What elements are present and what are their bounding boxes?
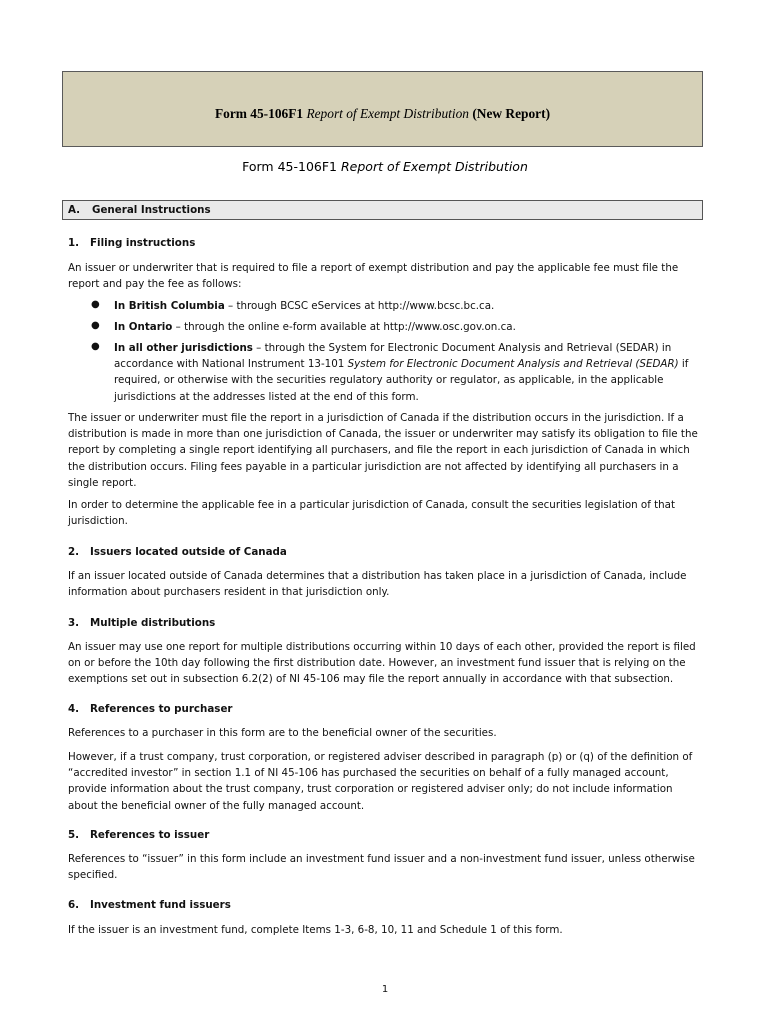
bullet-other-jurisdictions: In all other jurisdictions – through the System for Electronic Document Analysis and Retrieval (SEDAR) in accordance with National Instrument 13-101 System for Electronic Document Analysis and Retrieval (SEDAR) if required, or otherwise with the securities regulatory authority or regulator, as applicable, in the applicable jurisdictions at the addresses listed at the end of this form. <box>114 342 689 403</box>
heading-filing-instructions: 1. Filing instructions <box>68 237 196 249</box>
filing-intro-paragraph: An issuer or underwriter that is required to file a report of exempt distribution and pay the applicable fee must file the report and pay the fee as follows: <box>68 262 679 291</box>
section-label: General Instructions <box>92 204 211 216</box>
bullet-british-columbia: In British Columbia – through BCSC eServices at http://www.bcsc.bc.ca. <box>114 300 495 312</box>
banner-title: Form 45-106F1 Report of Exempt Distribution (New Report) <box>214 106 551 121</box>
heading-investment-fund-issuers: 6. Investment fund issuers <box>68 899 231 911</box>
heading-references-to-purchaser: 4. References to purchaser <box>68 703 233 715</box>
section-header-general-instructions <box>62 200 703 220</box>
heading-multiple-distributions: 3. Multiple distributions <box>68 617 216 629</box>
filing-jurisdiction-paragraph: The issuer or underwriter must file the report in a jurisdiction of Canada if the distribution occurs in the jurisdiction. If a distribution is made in more than one jurisdiction of Canada, the issuer or underwriter may satisfy its obligation to file the report by completing a single report identifying all purchasers, and file the report in each jurisdiction of Canada in which the distribution occurs. Filing fees payable in a particular jurisdiction are not affected by identifying all purchasers in a single report. <box>68 412 698 489</box>
bullet-icon: ● <box>91 341 100 352</box>
bullet-ontario: In Ontario – through the online e-form available at http://www.osc.gov.on.ca. <box>114 321 516 333</box>
form-banner <box>62 71 703 147</box>
section-letter: A. <box>68 204 81 216</box>
bullet-icon: ● <box>91 299 100 310</box>
heading-references-to-issuer: 5. References to issuer <box>68 829 210 841</box>
issuer-paragraph: References to “issuer” in this form include an investment fund issuer and a non-investment fund issuer, unless otherwise specified. <box>68 853 695 882</box>
issuers-outside-canada-paragraph: If an issuer located outside of Canada determines that a distribution has taken place in a jurisdiction of Canada, include information about purchasers resident in that jurisdiction only. <box>68 570 687 599</box>
purchaser-paragraph: References to a purchaser in this form are to the beneficial owner of the securities. <box>68 727 497 739</box>
bullet-icon: ● <box>91 320 100 331</box>
page-number: 1 <box>381 984 389 995</box>
filing-fee-paragraph: In order to determine the applicable fee in a particular jurisdiction of Canada, consult the securities legislation of that jurisdiction. <box>68 499 676 528</box>
investment-fund-paragraph: If the issuer is an investment fund, complete Items 1-3, 6-8, 10, 11 and Schedule 1 of this form. <box>68 924 563 936</box>
purchaser-trust-paragraph: However, if a trust company, trust corporation, or registered adviser described in paragraph (p) or (q) of the definition of “accredited investor” in section 1.1 of NI 45-106 has purchased the securities on behalf of a fully managed account, provide information about the trust company, trust corporation or registered adviser only; do not include information about the beneficial owner of the fully managed account. <box>68 751 693 812</box>
page-title: Form 45-106F1 Report of Exempt Distribution <box>242 159 528 174</box>
multiple-distributions-paragraph: An issuer may use one report for multiple distributions occurring within 10 days of each other, provided the report is filed on or before the 10th day following the first distribution date. However, an investment fund issuer that is relying on the exemptions set out in subsection 6.2(2) of NI 45-106 may file the report annually in accordance with that subsection. <box>68 641 696 686</box>
heading-issuers-outside-canada: 2. Issuers located outside of Canada <box>68 546 287 558</box>
